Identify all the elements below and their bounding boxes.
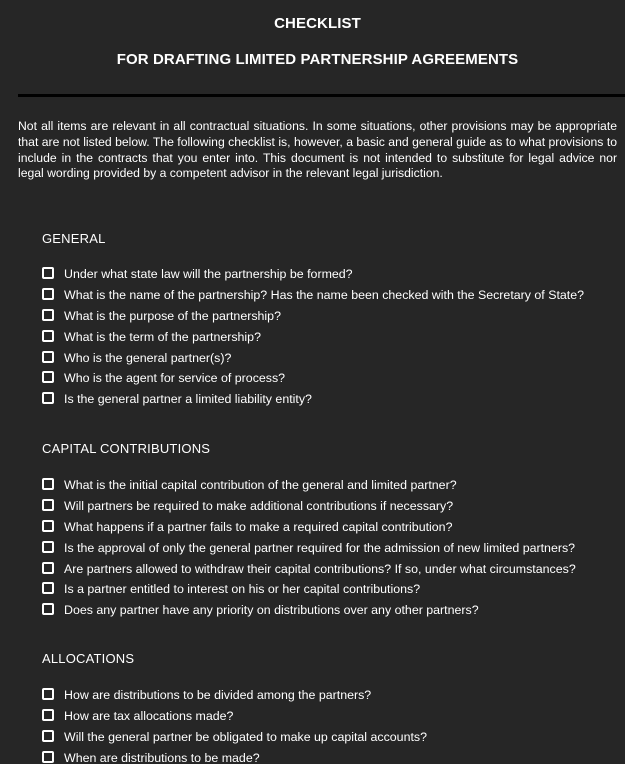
checklist-item[interactable] [42,285,584,306]
checklist-item[interactable] [42,727,427,748]
checklist-item[interactable] [42,537,576,558]
checklist-capital-contributions [42,475,576,621]
checklist-item[interactable] [42,579,576,600]
checklist-item-label: What is the purpose of the partnership? [64,308,281,323]
checkbox-icon[interactable] [42,582,54,594]
checklist-item-label: Will the general partner be obligated to make up capital accounts? [64,729,427,744]
section-heading-allocations: ALLOCATIONS [42,651,135,666]
checkbox-icon[interactable] [42,730,54,742]
checklist-item-label: When are distributions to be made? [64,750,260,764]
checklist-item-label: How are distributions to be divided among the partners? [64,688,372,703]
checklist-item[interactable] [42,368,584,389]
checklist-item-label: What is the term of the partnership? [64,329,261,344]
checklist-item-label: What happens if a partner fails to make a required capital contribution? [64,519,453,534]
section-heading-general: GENERAL [42,231,106,246]
checklist-item[interactable] [42,326,584,347]
checklist-item-label: Under what state law will the partnership be formed? [64,267,353,282]
checklist-item-label: Who is the agent for service of process? [64,371,286,386]
header-divider [18,94,625,97]
checklist-item-label: Will partners be required to make additional contributions if necessary? [64,499,454,514]
checklist-item-label: Is the approval of only the general partner required for the admission of new limited partners? [64,540,576,555]
checkbox-icon[interactable] [42,351,54,363]
checkbox-icon[interactable] [42,709,54,721]
checklist-item-label: Does any partner have any priority on distributions over any other partners? [64,603,479,618]
checklist-item[interactable] [42,517,576,538]
checkbox-icon[interactable] [42,541,54,553]
checkbox-icon[interactable] [42,751,54,763]
checklist-item[interactable] [42,475,576,496]
checklist-item-label: Is the general partner a limited liability entity? [64,392,312,407]
checkbox-icon[interactable] [42,309,54,321]
checklist-item[interactable] [42,347,584,368]
checkbox-icon[interactable] [42,520,54,532]
intro-paragraph: Not all items are relevant in all contractual situations. In some situations, other provisions may be appropriate that are not listed below. The following checklist is, however, a basic and general guide as to what provisions to include in the contracts that you enter into. This document is not intended to substitute for legal advice nor legal wording provided by a competent advisor in the relevant legal jurisdiction. [18,119,617,181]
checkbox-icon[interactable] [42,392,54,404]
checkbox-icon[interactable] [42,267,54,279]
checklist-item[interactable] [42,558,576,579]
checklist-item-label: How are tax allocations made? [64,709,234,724]
checkbox-icon[interactable] [42,688,54,700]
checklist-item[interactable] [42,747,427,764]
checklist-item-label: Is a partner entitled to interest on his or her capital contributions? [64,582,421,597]
checklist-allocations [42,685,427,764]
checkbox-icon[interactable] [42,499,54,511]
checklist-item-label: Are partners allowed to withdraw their capital contributions? If so, under what circumstances? [64,561,576,576]
checklist-item[interactable] [42,685,427,706]
section-heading-capital-contributions: CAPITAL CONTRIBUTIONS [42,441,211,456]
checkbox-icon[interactable] [42,603,54,615]
checklist-item[interactable] [42,264,584,285]
checklist-item-label: What is the initial capital contribution of the general and limited partner? [64,478,457,493]
checklist-item[interactable] [42,306,584,327]
checklist-item[interactable] [42,496,576,517]
document-subtitle: FOR DRAFTING LIMITED PARTNERSHIP AGREEMENTS [116,51,519,68]
checkbox-icon[interactable] [42,371,54,383]
checkbox-icon[interactable] [42,562,54,574]
document-title: CHECKLIST [274,15,361,32]
checklist-item[interactable] [42,706,427,727]
checklist-general [42,264,584,410]
checklist-item[interactable] [42,600,576,621]
checkbox-icon[interactable] [42,330,54,342]
checkbox-icon[interactable] [42,478,54,490]
checkbox-icon[interactable] [42,288,54,300]
checklist-item-label: What is the name of the partnership? Has the name been checked with the Secretary of State? [64,288,585,303]
checklist-item[interactable] [42,389,584,410]
checklist-item-label: Who is the general partner(s)? [64,350,232,365]
